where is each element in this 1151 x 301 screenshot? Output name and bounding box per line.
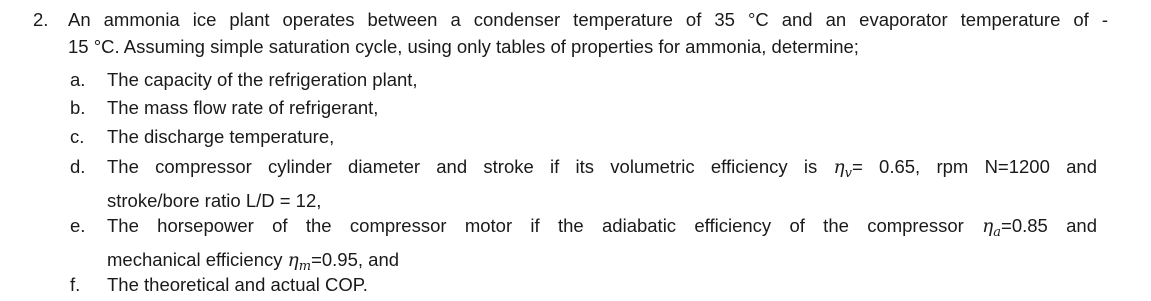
question-stem-line-2: 15 °C. Assuming simple saturation cycle, using only tables of properties for ammonia, determine;	[68, 36, 859, 57]
mechanical-efficiency-symbol: η	[287, 250, 299, 271]
item-text	[107, 212, 1097, 280]
item-text-post: =0.85 and	[1001, 215, 1097, 236]
adiabatic-efficiency-symbol: η	[982, 216, 994, 237]
volumetric-efficiency-symbol: η	[833, 157, 845, 178]
item-text-post: = 0.65, rpm N=1200 and	[851, 156, 1098, 177]
volumetric-efficiency-subscript: v	[844, 166, 852, 181]
item-text-post: =0.95, and	[311, 249, 400, 270]
mechanical-efficiency-subscript: m	[298, 259, 312, 274]
item-text	[107, 153, 1097, 214]
item-text-pre: The compressor cylinder diameter and stroke if its volumetric efficiency is	[107, 156, 818, 177]
question-number: 2.	[33, 9, 49, 30]
adiabatic-efficiency-subscript: a	[993, 225, 1002, 240]
item-text-line-1	[107, 212, 1097, 246]
item-letter: d.	[70, 156, 86, 177]
item-text-line-1	[107, 153, 1097, 187]
question-stem	[68, 6, 1108, 60]
item-letter: a.	[70, 69, 86, 90]
item-letter: b.	[70, 97, 86, 118]
item-text-line-2: stroke/bore ratio L/D = 12,	[107, 190, 322, 211]
item-text: The capacity of the refrigeration plant,	[107, 69, 418, 90]
item-text-pre: The horsepower of the compressor motor if the adiabatic efficiency of the compressor	[107, 215, 964, 236]
item-letter: c.	[70, 126, 85, 147]
item-text: The discharge temperature,	[107, 126, 335, 147]
item-text: The theoretical and actual COP.	[107, 274, 368, 295]
item-text: The mass flow rate of refrigerant,	[107, 97, 379, 118]
item-letter: e.	[70, 215, 86, 236]
question-stem-line-1: An ammonia ice plant operates between a condenser temperature of 35 °C and an evaporator temperature of -	[68, 9, 1108, 30]
item-text-pre: mechanical efficiency	[107, 249, 283, 270]
item-letter: f.	[70, 274, 81, 295]
